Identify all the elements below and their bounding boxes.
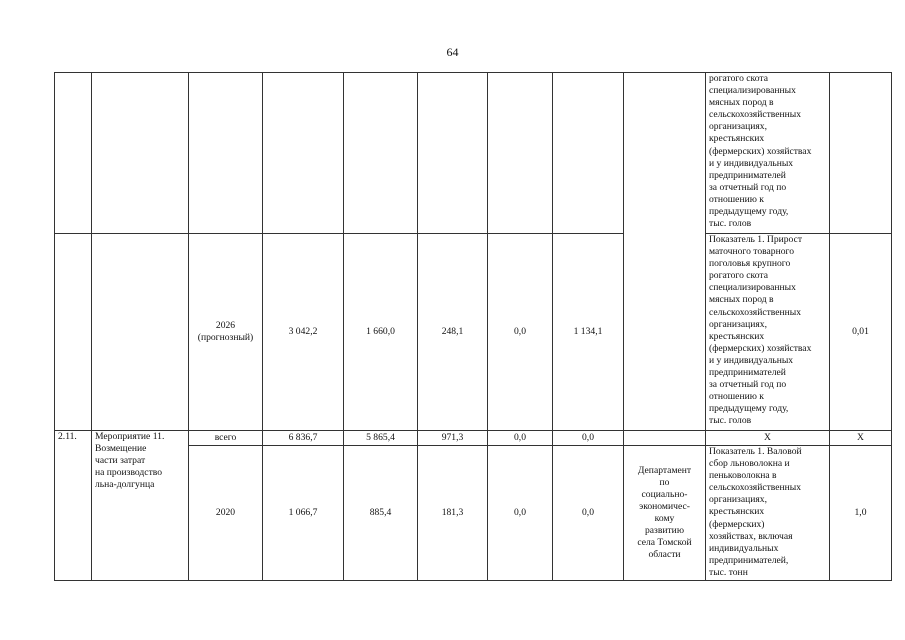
cell-total: 6 836,7 — [263, 431, 344, 446]
cell-extra: 0,0 — [553, 431, 624, 446]
cell-regional: 971,3 — [418, 431, 488, 446]
cell-year: 2026 (прогнозный) — [189, 234, 263, 431]
table-row-continuation — [55, 73, 892, 234]
cell-extra: 0,0 — [553, 446, 624, 581]
page-number: 64 — [446, 45, 459, 59]
cell-executor: Департамент по социально- экономичес- кому развитию села Томской области — [624, 446, 706, 581]
cell-number — [55, 73, 92, 234]
cell-local: 0,0 — [488, 446, 553, 581]
cell-indicator: X — [706, 431, 830, 446]
cell-indicator: рогатого скота специализированных мясных пород в сельскохозяйственных организациях, крестьянских (фермерских) хозяйствах и у индивидуальных предпринимателей за отчетный год по отношению к предыдущему году, тыс. голов — [706, 73, 830, 234]
cell-federal: 885,4 — [344, 446, 418, 581]
cell-total: 1 066,7 — [263, 446, 344, 581]
program-table — [54, 72, 892, 581]
cell-local — [488, 73, 553, 234]
table-row-2026 — [55, 234, 892, 431]
cell-local: 0,0 — [488, 431, 553, 446]
cell-local: 0,0 — [488, 234, 553, 431]
cell-regional — [418, 73, 488, 234]
cell-executor — [624, 431, 706, 446]
cell-indicator: Показатель 1. Валовой сбор льноволокна и пеньковолокна в сельскохозяйственных организациях, крестьянских (фермерских) хозяйствах, включая индивидуальных предпринимателей, тыс. тонн — [706, 446, 830, 581]
cell-extra: 1 134,1 — [553, 234, 624, 431]
cell-number — [55, 234, 92, 431]
cell-total — [263, 73, 344, 234]
cell-year: всего — [189, 431, 263, 446]
cell-value: 0,01 — [830, 234, 892, 431]
cell-value — [830, 73, 892, 234]
table-row-measure-total — [55, 431, 892, 446]
cell-extra — [553, 73, 624, 234]
cell-federal: 5 865,4 — [344, 431, 418, 446]
cell-indicator: Показатель 1. Прирост маточного товарного поголовья крупного рогатого скота специализированных мясных пород в сельскохозяйственных организациях, крестьянских (фермерских) хозяйствах и у индивидуальных предпринимателей за отчетный год по отношению к предыдущему году, тыс. голов — [706, 234, 830, 431]
cell-value: X — [830, 431, 892, 446]
cell-executor — [624, 73, 706, 431]
cell-regional: 181,3 — [418, 446, 488, 581]
cell-total: 3 042,2 — [263, 234, 344, 431]
cell-name — [92, 73, 189, 234]
cell-number: 2.11. — [55, 431, 92, 581]
cell-name: Мероприятие 11. Возмещение части затрат на производство льна-долгунца — [92, 431, 189, 581]
cell-federal: 1 660,0 — [344, 234, 418, 431]
cell-regional: 248,1 — [418, 234, 488, 431]
cell-value: 1,0 — [830, 446, 892, 581]
cell-name — [92, 234, 189, 431]
cell-year — [189, 73, 263, 234]
cell-year: 2020 — [189, 446, 263, 581]
cell-federal — [344, 73, 418, 234]
